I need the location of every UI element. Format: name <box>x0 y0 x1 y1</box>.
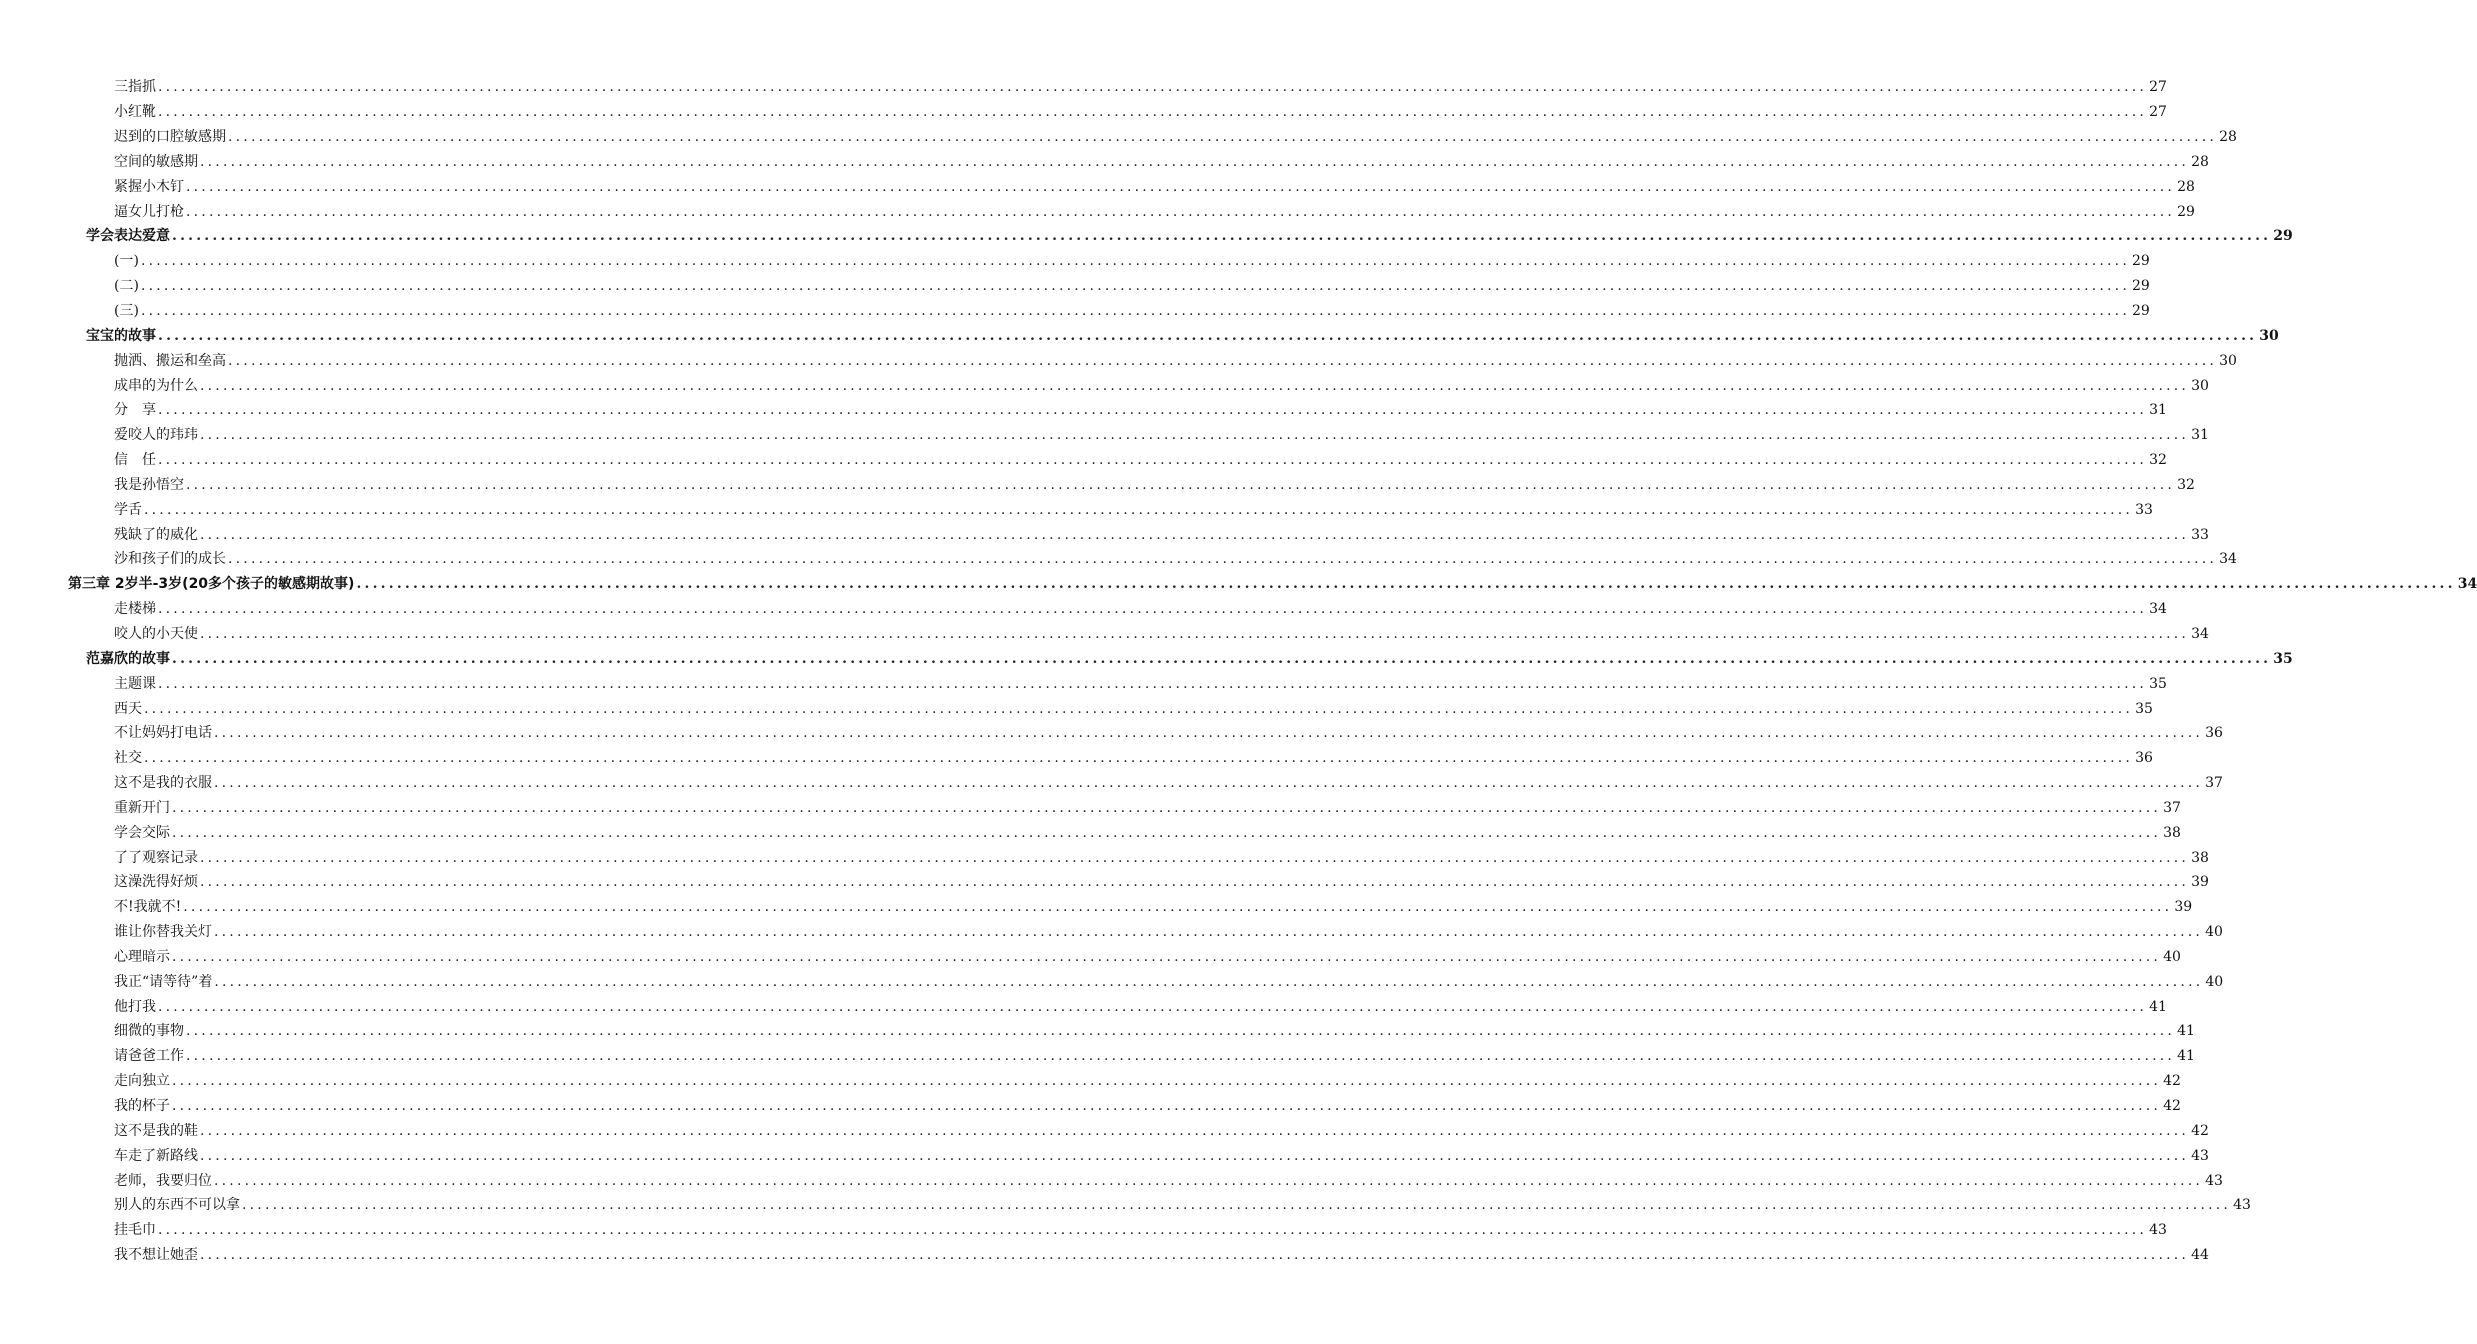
toc-entry[interactable] <box>0 473 2195 498</box>
toc-entry-title: 分 享 <box>114 402 156 419</box>
toc-entry[interactable] <box>0 299 2150 324</box>
toc-dot-leader: .................................................................................................................................................................................................................................................................... <box>200 526 2190 543</box>
toc-page-number: 37 <box>2163 799 2181 816</box>
toc-entry[interactable] <box>0 274 2150 299</box>
toc-dot-leader: .................................................................................................................................................................................................................................................................... <box>140 253 2130 270</box>
toc-dot-leader: .................................................................................................................................................................................................................................................................... <box>172 799 2162 816</box>
toc-entry[interactable] <box>0 870 2209 895</box>
toc-entry-title: 成串的为什么 <box>114 377 198 394</box>
toc-page-number: 27 <box>2149 79 2167 96</box>
toc-entry-title: 这澡洗得好烦 <box>114 874 198 891</box>
toc-page-number: 28 <box>2191 153 2209 170</box>
toc-entry-title: 他打我 <box>114 998 156 1015</box>
toc-entry[interactable] <box>0 994 2167 1019</box>
toc-dot-leader: .................................................................................................................................................................................................................................................................... <box>183 899 2173 916</box>
toc-dot-leader: .................................................................................................................................................................................................................................................................... <box>144 501 2134 518</box>
toc-entry-title: 走楼梯 <box>114 601 156 618</box>
toc-entry-title: 细微的事物 <box>114 1023 184 1040</box>
toc-entry-title: 主题课 <box>114 675 156 692</box>
toc-page-number: 43 <box>2233 1197 2251 1214</box>
toc-entry[interactable] <box>0 423 2209 448</box>
toc-page-number: 32 <box>2177 476 2195 493</box>
toc-entry[interactable] <box>0 1044 2195 1069</box>
toc-dot-leader: .................................................................................................................................................................................................................................................................... <box>186 203 2176 220</box>
toc-page-number: 34 <box>2457 576 2477 593</box>
toc-page-number: 41 <box>2177 1023 2195 1040</box>
toc-page-number: 40 <box>2205 973 2224 990</box>
toc-dot-leader: .................................................................................................................................................................................................................................................................... <box>172 948 2162 965</box>
toc-entry-title: 爱咬人的玮玮 <box>114 427 198 444</box>
toc-page-number: 36 <box>2135 750 2153 767</box>
toc-dot-leader: .................................................................................................................................................................................................................................................................... <box>200 874 2190 891</box>
toc-entry[interactable] <box>0 348 2237 373</box>
toc-entry[interactable] <box>0 497 2153 522</box>
toc-entry[interactable] <box>0 771 2223 796</box>
toc-entry[interactable] <box>0 398 2167 423</box>
toc-page-number: 42 <box>2163 1098 2181 1115</box>
toc-dot-leader: .................................................................................................................................................................................................................................................................... <box>200 1122 2190 1139</box>
toc-entry-title: 请爸爸工作 <box>114 1048 184 1065</box>
toc-entry-title: 我是孙悟空 <box>114 476 184 493</box>
toc-entry[interactable] <box>0 1243 2209 1268</box>
toc-entry-title: 我的杯子 <box>114 1098 170 1115</box>
toc-dot-leader: .................................................................................................................................................................................................................................................................... <box>214 775 2204 792</box>
toc-entry[interactable] <box>0 1118 2209 1143</box>
toc-page-number: 33 <box>2191 526 2209 543</box>
toc-dot-leader: .................................................................................................................................................................................................................................................................... <box>242 1197 2232 1214</box>
toc-page-number: 32 <box>2149 452 2167 469</box>
toc-entry-title: 别人的东西不可以拿 <box>114 1197 240 1214</box>
toc-page-number: 27 <box>2149 104 2167 121</box>
toc-entry[interactable] <box>0 174 2195 199</box>
toc-dot-leader: .................................................................................................................................................................................................................................................................... <box>172 1098 2162 1115</box>
toc-dot-leader: .................................................................................................................................................................................................................................................................... <box>158 402 2148 419</box>
toc-entry[interactable] <box>0 1193 2251 1218</box>
toc-entry-title: (二) <box>114 278 139 295</box>
toc-dot-leader: .................................................................................................................................................................................................................................................................... <box>186 1048 2176 1065</box>
toc-entry-title: 这不是我的衣服 <box>114 775 212 792</box>
toc-entry[interactable] <box>0 448 2167 473</box>
toc-entry-title: 学会表达爱意 <box>86 228 170 245</box>
toc-page-number: 30 <box>2191 377 2209 394</box>
toc-entry-title: 不!我就不! <box>114 899 182 916</box>
toc-page-number: 40 <box>2163 948 2181 965</box>
toc-entry-title: 三指抓 <box>114 79 156 96</box>
toc-page-number: 28 <box>2177 178 2195 195</box>
toc-page-number: 28 <box>2219 129 2237 146</box>
toc-entry[interactable] <box>0 671 2167 696</box>
toc-page-number: 29 <box>2273 228 2293 245</box>
toc-entry-title: 了了观察记录 <box>114 849 198 866</box>
toc-dot-leader: .................................................................................................................................................................................................................................................................... <box>200 427 2190 444</box>
toc-section-heading[interactable] <box>0 323 2279 348</box>
toc-page-number: 43 <box>2149 1222 2167 1239</box>
toc-entry-title: 抛洒、搬运和垒高 <box>114 352 226 369</box>
toc-entry[interactable] <box>0 1168 2223 1193</box>
toc-entry-title: 空间的敏感期 <box>114 153 198 170</box>
toc-entry-title: 社交 <box>114 750 142 767</box>
toc-entry[interactable] <box>0 75 2167 100</box>
toc-page-number: 37 <box>2205 775 2223 792</box>
toc-dot-leader: .................................................................................................................................................................................................................................................................... <box>200 849 2190 866</box>
toc-entry-title: 车走了新路线 <box>114 1147 198 1164</box>
toc-dot-leader: .................................................................................................................................................................................................................................................................... <box>158 327 2258 344</box>
toc-entry[interactable] <box>0 746 2153 771</box>
toc-entry[interactable] <box>0 1069 2181 1094</box>
toc-dot-leader: .................................................................................................................................................................................................................................................................... <box>186 1023 2176 1040</box>
toc-entry-title: 西天 <box>114 700 142 717</box>
toc-page-number: 35 <box>2149 675 2167 692</box>
toc-entry[interactable] <box>0 969 2224 994</box>
toc-entry[interactable] <box>0 622 2209 647</box>
toc-dot-leader: .................................................................................................................................................................................................................................................................... <box>214 725 2204 742</box>
toc-dot-leader: .................................................................................................................................................................................................................................................................... <box>214 973 2204 990</box>
toc-dot-leader: .................................................................................................................................................................................................................................................................... <box>158 79 2148 96</box>
toc-entry[interactable] <box>0 795 2181 820</box>
toc-page-number: 44 <box>2191 1247 2209 1264</box>
toc-entry-title: 走向独立 <box>114 1073 170 1090</box>
toc-dot-leader: .................................................................................................................................................................................................................................................................... <box>228 352 2218 369</box>
toc-page-number: 31 <box>2149 402 2167 419</box>
toc-page-number: 34 <box>2191 625 2209 642</box>
toc-entry-title: 小红靴 <box>114 104 156 121</box>
toc-dot-leader: .................................................................................................................................................................................................................................................................... <box>172 650 2272 667</box>
toc-page-number: 40 <box>2205 924 2223 941</box>
toc-dot-leader: .................................................................................................................................................................................................................................................................... <box>214 1172 2204 1189</box>
toc-dot-leader: .................................................................................................................................................................................................................................................................... <box>158 998 2148 1015</box>
toc-entry[interactable] <box>0 1143 2209 1168</box>
toc-dot-leader: .................................................................................................................................................................................................................................................................... <box>172 228 2272 245</box>
toc-entry[interactable] <box>0 1094 2181 1119</box>
toc-dot-leader: .................................................................................................................................................................................................................................................................... <box>158 452 2148 469</box>
toc-entry-title: (三) <box>114 303 139 320</box>
toc-dot-leader: .................................................................................................................................................................................................................................................................... <box>356 576 2456 593</box>
toc-entry-title: 挂毛巾 <box>114 1222 156 1239</box>
toc-page-number: 38 <box>2191 849 2209 866</box>
toc-entry[interactable] <box>0 125 2237 150</box>
toc-page-number: 41 <box>2149 998 2167 1015</box>
toc-entry-title: 我正“请等待”着 <box>114 973 213 990</box>
toc-page-number: 30 <box>2259 327 2279 344</box>
toc-entry-title: 心理暗示 <box>114 948 170 965</box>
toc-page-number: 29 <box>2132 303 2150 320</box>
toc-dot-leader: .................................................................................................................................................................................................................................................................... <box>214 924 2204 941</box>
toc-entry[interactable] <box>0 373 2209 398</box>
toc-dot-leader: .................................................................................................................................................................................................................................................................... <box>158 104 2148 121</box>
toc-page-number: 31 <box>2191 427 2209 444</box>
toc-entry-title: 宝宝的故事 <box>86 327 156 344</box>
toc-page-number: 33 <box>2135 501 2153 518</box>
toc-entry[interactable] <box>0 895 2193 920</box>
toc-page-number: 42 <box>2191 1122 2209 1139</box>
toc-entry-title: (一) <box>114 253 139 270</box>
toc-page-number: 29 <box>2132 253 2150 270</box>
toc-dot-leader: .................................................................................................................................................................................................................................................................... <box>158 675 2148 692</box>
toc-dot-leader: .................................................................................................................................................................................................................................................................... <box>186 178 2176 195</box>
toc-dot-leader: .................................................................................................................................................................................................................................................................... <box>140 303 2130 320</box>
toc-entry[interactable] <box>0 820 2181 845</box>
toc-entry[interactable] <box>0 920 2223 945</box>
toc-page-number: 34 <box>2219 551 2237 568</box>
toc-entry-title: 学会交际 <box>114 824 170 841</box>
toc-dot-leader: .................................................................................................................................................................................................................................................................... <box>200 153 2190 170</box>
toc-page-number: 29 <box>2132 278 2150 295</box>
toc-page-number: 38 <box>2163 824 2181 841</box>
toc-entry-title: 残缺了的威化 <box>114 526 198 543</box>
toc-page-number: 30 <box>2219 352 2237 369</box>
toc-entry[interactable] <box>0 721 2223 746</box>
toc-dot-leader: .................................................................................................................................................................................................................................................................... <box>172 824 2162 841</box>
toc-entry[interactable] <box>0 1019 2195 1044</box>
toc-dot-leader: .................................................................................................................................................................................................................................................................... <box>228 129 2218 146</box>
toc-entry[interactable] <box>0 547 2237 572</box>
toc-entry[interactable] <box>0 597 2167 622</box>
toc-section-heading[interactable] <box>0 224 2293 249</box>
toc-entry-title: 信 任 <box>114 452 156 469</box>
toc-entry[interactable] <box>0 945 2181 970</box>
toc-chapter-heading[interactable] <box>0 572 2477 597</box>
toc-entry-title: 范嘉欣的故事 <box>86 650 170 667</box>
toc-entry-title: 不让妈妈打电话 <box>114 725 212 742</box>
toc-entry[interactable] <box>0 150 2209 175</box>
toc-entry-title: 我不想让她歪 <box>114 1247 198 1264</box>
toc-entry-title: 谁让你替我关灯 <box>114 924 212 941</box>
toc-entry-title: 紧握小木钉 <box>114 178 184 195</box>
toc-entry[interactable] <box>0 845 2209 870</box>
toc-dot-leader: .................................................................................................................................................................................................................................................................... <box>200 625 2190 642</box>
table-of-contents <box>0 75 2477 1268</box>
toc-entry[interactable] <box>0 696 2153 721</box>
toc-entry-title: 沙和孩子们的成长 <box>114 551 226 568</box>
toc-page-number: 36 <box>2205 725 2223 742</box>
toc-section-heading[interactable] <box>0 646 2293 671</box>
toc-page-number: 43 <box>2191 1147 2209 1164</box>
toc-page-number: 39 <box>2191 874 2209 891</box>
toc-dot-leader: .................................................................................................................................................................................................................................................................... <box>158 1222 2148 1239</box>
toc-dot-leader: .................................................................................................................................................................................................................................................................... <box>200 1147 2190 1164</box>
toc-page-number: 34 <box>2149 601 2167 618</box>
toc-dot-leader: .................................................................................................................................................................................................................................................................... <box>140 278 2130 295</box>
toc-entry[interactable] <box>0 100 2167 125</box>
toc-entry-title: 重新开门 <box>114 799 170 816</box>
toc-page-number: 41 <box>2177 1048 2195 1065</box>
toc-page-number: 35 <box>2135 700 2153 717</box>
toc-page-number: 42 <box>2163 1073 2181 1090</box>
toc-dot-leader: .................................................................................................................................................................................................................................................................... <box>186 476 2176 493</box>
toc-entry[interactable] <box>0 1218 2167 1243</box>
toc-dot-leader: .................................................................................................................................................................................................................................................................... <box>144 700 2134 717</box>
toc-entry-title: 老师，我要归位 <box>114 1172 212 1189</box>
toc-dot-leader: .................................................................................................................................................................................................................................................................... <box>200 377 2190 394</box>
toc-page-number: 39 <box>2174 899 2193 916</box>
toc-entry[interactable] <box>0 249 2150 274</box>
toc-page-number: 35 <box>2273 650 2293 667</box>
toc-dot-leader: .................................................................................................................................................................................................................................................................... <box>144 750 2134 767</box>
toc-entry-title: 这不是我的鞋 <box>114 1122 198 1139</box>
toc-entry-title: 逼女儿打枪 <box>114 203 184 220</box>
toc-dot-leader: .................................................................................................................................................................................................................................................................... <box>172 1073 2162 1090</box>
toc-dot-leader: .................................................................................................................................................................................................................................................................... <box>228 551 2218 568</box>
toc-dot-leader: .................................................................................................................................................................................................................................................................... <box>200 1247 2190 1264</box>
toc-page-number: 43 <box>2205 1172 2223 1189</box>
toc-entry-title: 学舌 <box>114 501 142 518</box>
toc-entry-title: 咬人的小天使 <box>114 625 198 642</box>
toc-entry-title: 第三章 2岁半-3岁(20多个孩子的敏感期故事) <box>68 576 355 593</box>
toc-entry[interactable] <box>0 199 2195 224</box>
toc-page-number: 29 <box>2177 203 2195 220</box>
toc-entry[interactable] <box>0 522 2209 547</box>
toc-dot-leader: .................................................................................................................................................................................................................................................................... <box>158 601 2148 618</box>
toc-entry-title: 迟到的口腔敏感期 <box>114 129 226 146</box>
